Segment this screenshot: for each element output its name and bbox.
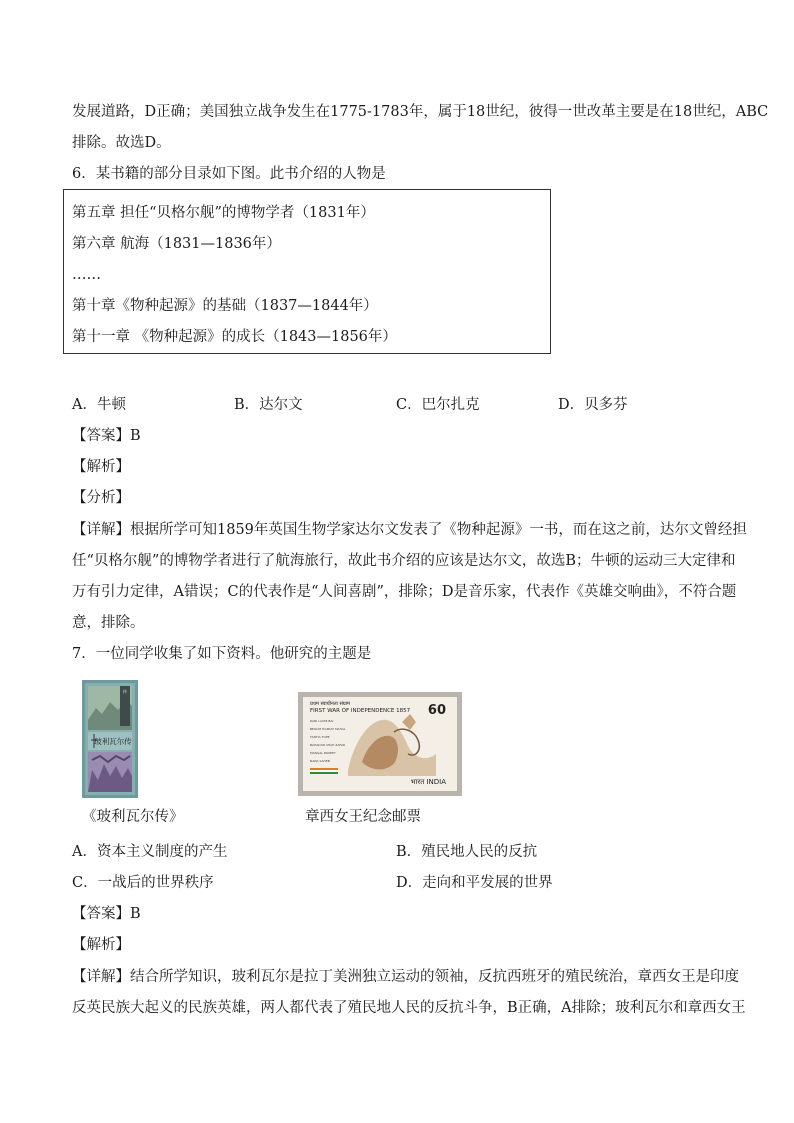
- q7-detail-line: 【详解】结合所学知识，玻利瓦尔是拉丁美洲独立运动的领袖，反抗西班牙的殖民统治，章西女王是印度: [72, 969, 739, 985]
- question-6-stem: 6．某书籍的部分目录如下图。此书介绍的人物是: [72, 166, 386, 182]
- q6-detail-line: 万有引力定律，A错误；C的代表作是“人间喜剧”，排除；D是音乐家，代表作《英雄交响曲》，不符合题: [72, 584, 737, 600]
- q7-option-b: B．殖民地人民的反抗: [396, 844, 538, 860]
- stamp-value: 60: [427, 703, 446, 718]
- stamp-name: NANA SAHEB: [310, 759, 330, 763]
- intro-line-2: 排除。故选D。: [72, 135, 171, 151]
- stamp-header-hindi: प्रथम स्वाधीनता संग्राम: [310, 701, 351, 707]
- q6-fenxi-label: 【分析】: [72, 490, 130, 506]
- q7-answer: 【答案】B: [72, 906, 141, 922]
- toc-line: 第五章 担任“贝格尔舰”的博物学者（1831年）: [72, 205, 375, 221]
- q6-detail-line: 任“贝格尔舰”的博物学者进行了航海旅行，故此书介绍的应该是达尔文，故选B；牛顿的运动三大定律和: [72, 553, 736, 569]
- intro-line-1: 发展道路，D正确；美国独立战争发生在1775-1783年，属于18世纪，彼得一世改革主要是在18世纪，ABC: [72, 104, 769, 120]
- q6-option-c: C．巴尔扎克: [396, 397, 480, 413]
- stamp-name: BAHADUR SHAH ZAFAR: [310, 743, 346, 747]
- question-7-stem: 7．一位同学收集了如下资料。他研究的主题是: [72, 646, 372, 662]
- svg-text:传: 传: [123, 689, 127, 694]
- q6-analysis-label: 【解析】: [72, 459, 130, 475]
- stamp-name: BEGUM HAZRAT MAHAL: [310, 727, 346, 731]
- q7-option-a: A．资本主义制度的产生: [72, 844, 228, 860]
- toc-box: [63, 189, 551, 354]
- stamp-country: भारत INDIA: [410, 778, 446, 786]
- q7-option-d: D．走向和平发展的世界: [396, 875, 553, 891]
- q7-detail-line: 反英民族大起义的民族英雄，两人都代表了殖民地人民的反抗斗争，B正确，A排除；玻利瓦尔和章西女王: [72, 1000, 746, 1016]
- q6-option-b: B．达尔文: [234, 397, 303, 413]
- stamp-caption: 章西女王纪念邮票: [305, 809, 421, 825]
- book-caption: 《玻利瓦尔传》: [82, 809, 184, 825]
- q7-analysis-label: 【解析】: [72, 937, 130, 953]
- q6-option-a: A．牛顿: [72, 397, 126, 413]
- q7-option-c: C．一战后的世界秩序: [72, 875, 214, 891]
- toc-line: 第六章 航海（1831—1836年）: [72, 236, 281, 252]
- stamp-image: [298, 692, 462, 796]
- stamp-name: MANGAL PANDEY: [310, 751, 336, 755]
- book-cover-image: [82, 680, 138, 798]
- book-title-text: 玻利瓦尔传: [94, 737, 132, 746]
- stamp-name: RANI LAXMI BAI: [310, 719, 334, 723]
- toc-line: 第十章《物种起源》的基础（1837—1844年）: [72, 298, 378, 314]
- toc-line: 第十一章 《物种起源》的成长（1843—1856年）: [72, 329, 397, 345]
- q6-detail-line: 意，排除。: [72, 615, 145, 631]
- q6-option-d: D．贝多芬: [558, 397, 628, 413]
- stamp-header-english: FIRST WAR OF INDEPENDENCE 1857: [310, 708, 411, 714]
- q6-answer: 【答案】B: [72, 428, 141, 444]
- q6-detail-line: 【详解】根据所学可知1859年英国生物学家达尔文发表了《物种起源》一书，而在这之前，达尔文曾经担: [72, 522, 747, 538]
- toc-line: ……: [72, 267, 101, 283]
- stamp-name: TANTIA TOPE: [310, 735, 330, 739]
